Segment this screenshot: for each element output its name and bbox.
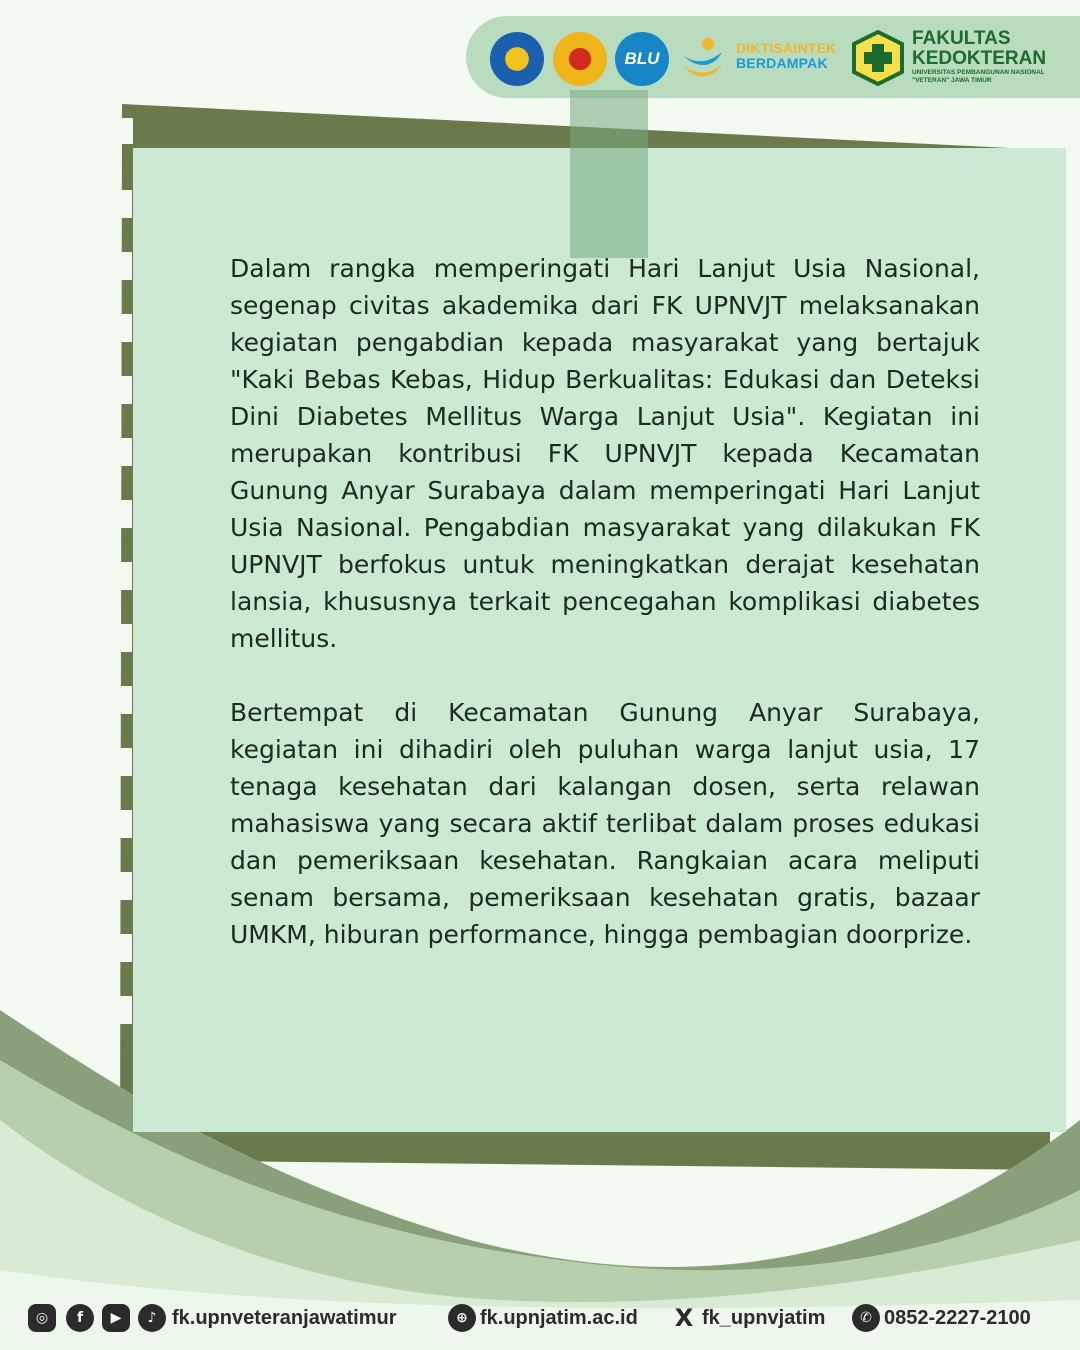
faculty-line3: UNIVERSITAS PEMBANGUNAN NASIONAL [912, 69, 1045, 76]
social-handle[interactable]: fk.upnveteranjawatimur [172, 1307, 397, 1329]
kemdiktisaintek-icon [490, 32, 544, 86]
faculty-name [912, 29, 1072, 85]
whatsapp-icon: ✆ [852, 1304, 880, 1332]
whatsapp-number[interactable]: 0852-2227-2100 [884, 1307, 1031, 1329]
globe-icon: ⊕ [448, 1304, 476, 1332]
dikti-line2: BERDAMPAK [736, 55, 828, 71]
article-body [230, 250, 980, 953]
youtube-icon[interactable]: ▶ [102, 1304, 130, 1332]
upn-veteran-jatim-icon [553, 32, 607, 86]
fakultas-kedokteran-icon [850, 30, 906, 86]
instagram-icon[interactable]: ◎ [28, 1304, 56, 1332]
diktisaintek-berdampak-icon [678, 34, 726, 82]
tape-strip [570, 90, 648, 258]
blu-label: BLU [624, 49, 660, 68]
footer-contacts [28, 1298, 1068, 1338]
x-handle[interactable]: fk_upnvjatim [702, 1307, 826, 1329]
article-paragraph-2: Bertempat di Kecamatan Gunung Anyar Surabaya, kegiatan ini dihadiri oleh puluhan warga lanjut usia, 17 tenaga kesehatan dari kalangan dosen, serta relawan mahasiswa yang secara aktif terlibat dalam proses edukasi dan pemeriksaan kesehatan. Rangkaian acara meliputi senam bersama, pemeriksaan kesehatan gratis, bazaar UMKM, hiburan performance, hingga pembagian doorprize. [230, 698, 980, 949]
faculty-line4: "VETERAN" JAWA TIMUR [912, 77, 992, 84]
facebook-icon[interactable]: f [66, 1304, 94, 1332]
blu-speed-icon [615, 32, 669, 86]
article-paragraph-1: Dalam rangka memperingati Hari Lanjut Usia Nasional, segenap civitas akademika dari FK UPNVJT melaksanakan kegiatan pengabdian kepada masyarakat yang bertajuk "Kaki Bebas Kebas, Hidup Berkualitas: Edukasi dan Deteksi Dini Diabetes Mellitus Warga Lanjut Usia". Kegiatan ini merupakan kontribusi FK UPNVJT kepada Kecamatan Gunung Anyar Surabaya dalam memperingati Hari Lanjut Usia Nasional. Pengabdian masyarakat yang dilakukan FK UPNVJT berfokus untuk meningkatkan derajat kesehatan lansia, khususnya terkait pencegahan komplikasi diabetes mellitus. [230, 254, 980, 653]
website-link[interactable]: fk.upnjatim.ac.id [480, 1307, 638, 1329]
dikti-line1: DIKTISAINTEK [736, 40, 837, 56]
x-icon: X [674, 1304, 694, 1332]
diktisaintek-berdampak-label [736, 41, 846, 71]
faculty-line1: FAKULTAS [912, 28, 1011, 49]
tiktok-icon[interactable]: ♪ [138, 1304, 166, 1332]
faculty-line2: KEDOKTERAN [912, 48, 1047, 69]
